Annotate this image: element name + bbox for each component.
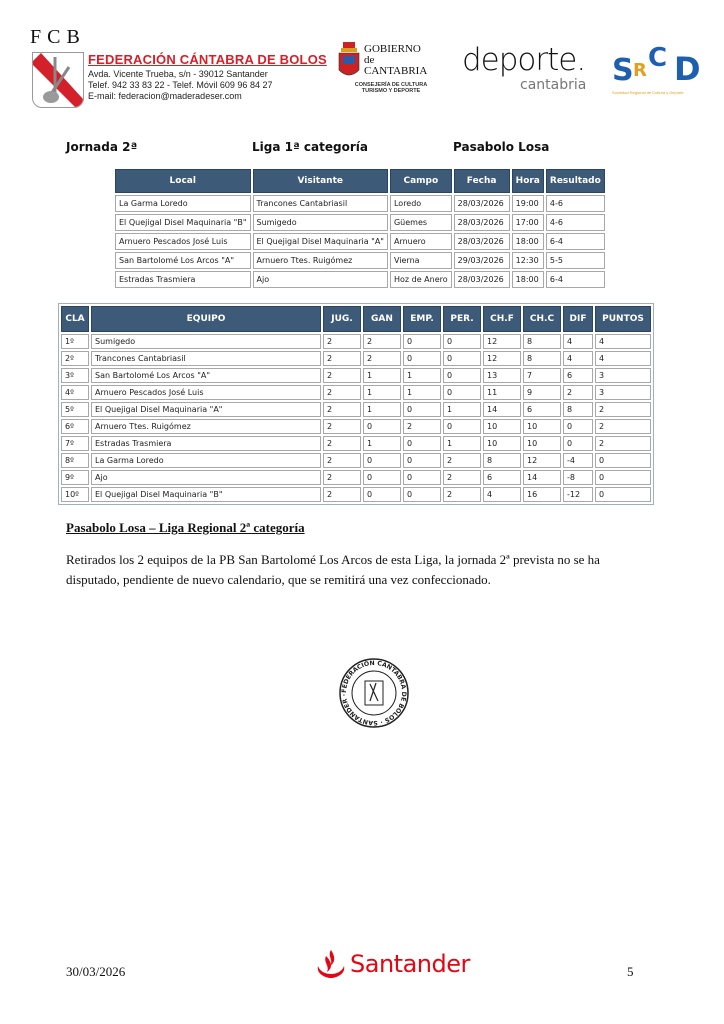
cell-puntos: 0 xyxy=(595,453,651,468)
cell-puntos: 0 xyxy=(595,470,651,485)
cell-chc: 14 xyxy=(523,470,561,485)
cell-emp: 1 xyxy=(403,368,441,383)
standings-row xyxy=(61,334,651,349)
cell-cla: 6º xyxy=(61,419,89,434)
cell-gan: 0 xyxy=(363,453,401,468)
cell-jug: 2 xyxy=(323,368,361,383)
cell-per: 0 xyxy=(443,419,481,434)
cell-hora: 12:30 xyxy=(512,252,544,269)
cell-jug: 2 xyxy=(323,385,361,400)
match-row xyxy=(115,214,605,231)
fcb-shield-icon xyxy=(32,52,84,108)
match-row xyxy=(115,252,605,269)
cell-chf: 12 xyxy=(483,351,521,366)
cell-chf: 4 xyxy=(483,487,521,502)
standings-row xyxy=(61,402,651,417)
cell-dif: 4 xyxy=(563,351,593,366)
cell-per: 2 xyxy=(443,470,481,485)
cell-chc: 8 xyxy=(523,334,561,349)
consejeria-line2: TURISMO Y DEPORTE xyxy=(361,88,421,94)
cell-hora: 18:00 xyxy=(512,271,544,288)
cell-cla: 8º xyxy=(61,453,89,468)
cell-puntos: 0 xyxy=(595,487,651,502)
cell-gan: 2 xyxy=(363,334,401,349)
federation-email: E-mail: federacion@maderadeser.com xyxy=(88,91,242,101)
federation-phone: Telef. 942 33 83 22 - Telef. Móvil 609 96 84 27 xyxy=(88,80,273,90)
cell-chc: 12 xyxy=(523,453,561,468)
cell-cla: 3º xyxy=(61,368,89,383)
cell-local: La Garma Loredo xyxy=(115,195,251,212)
cell-chf: 11 xyxy=(483,385,521,400)
cell-per: 0 xyxy=(443,368,481,383)
cell-chc: 9 xyxy=(523,385,561,400)
cell-visitante: Sumigedo xyxy=(253,214,388,231)
cell-chf: 14 xyxy=(483,402,521,417)
cell-gan: 0 xyxy=(363,419,401,434)
cell-visitante: Ajo xyxy=(253,271,388,288)
cell-jug: 2 xyxy=(323,470,361,485)
cell-dif: -12 xyxy=(563,487,593,502)
standings-row xyxy=(61,419,651,434)
cell-emp: 0 xyxy=(403,453,441,468)
col-local: Local xyxy=(115,169,251,193)
col-cla: CLA xyxy=(61,306,89,332)
jornada-label: Jornada 2ª xyxy=(66,140,138,154)
cell-visitante: Arnuero Ttes. Ruigómez xyxy=(253,252,388,269)
footer-date: 30/03/2026 xyxy=(66,964,126,979)
cantabria-shield-icon xyxy=(338,42,360,80)
cell-hora: 17:00 xyxy=(512,214,544,231)
cell-visitante: El Quejigal Disel Maquinaria "A" xyxy=(253,233,388,250)
cell-emp: 0 xyxy=(403,487,441,502)
cell-local: San Bartolomé Los Arcos "A" xyxy=(115,252,251,269)
match-row xyxy=(115,271,605,288)
cell-gan: 0 xyxy=(363,470,401,485)
standings-header-row xyxy=(61,306,651,332)
cell-dif: 0 xyxy=(563,419,593,434)
fcb-letters: FCB xyxy=(30,26,86,48)
liga-label: Liga 1ª categoría xyxy=(252,140,368,154)
cell-campo: Arnuero xyxy=(390,233,452,250)
cell-chc: 6 xyxy=(523,402,561,417)
cell-local: El Quejigal Disel Maquinaria "B" xyxy=(115,214,251,231)
cell-chc: 8 xyxy=(523,351,561,366)
cell-cla: 1º xyxy=(61,334,89,349)
cell-per: 0 xyxy=(443,385,481,400)
cell-equipo: La Garma Loredo xyxy=(91,453,321,468)
cell-hora: 19:00 xyxy=(512,195,544,212)
cell-cla: 5º xyxy=(61,402,89,417)
svg-text:C: C xyxy=(648,43,668,73)
cell-campo: Güemes xyxy=(390,214,452,231)
cell-jug: 2 xyxy=(323,419,361,434)
cell-fecha: 29/03/2026 xyxy=(454,252,510,269)
cell-chf: 12 xyxy=(483,334,521,349)
cell-hora: 18:00 xyxy=(512,233,544,250)
cell-jug: 2 xyxy=(323,334,361,349)
cell-equipo: Arnuero Ttes. Ruigómez xyxy=(91,419,321,434)
cell-campo: Loredo xyxy=(390,195,452,212)
cell-gan: 2 xyxy=(363,351,401,366)
cell-visitante: Trancones Cantabriasil xyxy=(253,195,388,212)
col-gan: GAN xyxy=(363,306,401,332)
cell-campo: Vierna xyxy=(390,252,452,269)
cell-jug: 2 xyxy=(323,436,361,451)
cell-cla: 10º xyxy=(61,487,89,502)
cell-resultado: 5-5 xyxy=(546,252,605,269)
deporte-cantabria-sub: cantabria xyxy=(520,77,587,93)
federation-address: Avda. Vicente Trueba, s/n - 39012 Santander xyxy=(88,69,268,79)
cell-per: 1 xyxy=(443,402,481,417)
cell-emp: 1 xyxy=(403,385,441,400)
gobierno-line1: GOBIERNO xyxy=(364,43,421,55)
gobierno-cantabria-logo xyxy=(338,42,444,98)
santander-text: Santander xyxy=(350,950,470,978)
cell-equipo: Arnuero Pescados José Luis xyxy=(91,385,321,400)
section-title: Pasabolo Losa – Liga Regional 2ª categoría xyxy=(66,520,305,535)
cell-emp: 2 xyxy=(403,419,441,434)
srcd-caption: Sociedad Regional de Cultura y Deporte xyxy=(612,90,684,95)
federation-name: FEDERACIÓN CÁNTABRA DE BOLOS xyxy=(88,52,327,67)
cell-resultado: 4-6 xyxy=(546,214,605,231)
standings-row xyxy=(61,351,651,366)
cell-fecha: 28/03/2026 xyxy=(454,214,510,231)
cell-chc: 7 xyxy=(523,368,561,383)
stamp-ring-text: FEDERACIÓN CÁNTABRA DE BOLOS · SANTANDER · xyxy=(340,659,408,727)
cell-emp: 0 xyxy=(403,402,441,417)
standings-row xyxy=(61,385,651,400)
cell-chf: 10 xyxy=(483,419,521,434)
cell-dif: 6 xyxy=(563,368,593,383)
cell-per: 1 xyxy=(443,436,481,451)
cell-dif: 8 xyxy=(563,402,593,417)
col-per: PER. xyxy=(443,306,481,332)
cell-puntos: 2 xyxy=(595,419,651,434)
srcd-logo-icon xyxy=(612,42,712,86)
standings-row xyxy=(61,453,651,468)
cell-jug: 2 xyxy=(323,453,361,468)
cell-per: 0 xyxy=(443,351,481,366)
cell-emp: 0 xyxy=(403,351,441,366)
standings-row xyxy=(61,470,651,485)
col-emp: EMP. xyxy=(403,306,441,332)
cell-equipo: El Quejigal Disel Maquinaria "A" xyxy=(91,402,321,417)
cell-chf: 10 xyxy=(483,436,521,451)
cell-cla: 2º xyxy=(61,351,89,366)
cell-dif: -8 xyxy=(563,470,593,485)
cell-campo: Hoz de Anero xyxy=(390,271,452,288)
cell-resultado: 6-4 xyxy=(546,233,605,250)
standings-row xyxy=(61,368,651,383)
cell-chc: 10 xyxy=(523,436,561,451)
cell-cla: 7º xyxy=(61,436,89,451)
deporte-cantabria-logo: deporte. xyxy=(462,42,586,78)
cell-puntos: 4 xyxy=(595,334,651,349)
cell-jug: 2 xyxy=(323,402,361,417)
cell-per: 0 xyxy=(443,334,481,349)
match-row xyxy=(115,233,605,250)
col-hora: Hora xyxy=(512,169,544,193)
cell-chf: 6 xyxy=(483,470,521,485)
cell-emp: 0 xyxy=(403,470,441,485)
page-number: 5 xyxy=(627,964,634,979)
cell-gan: 1 xyxy=(363,368,401,383)
cell-dif: 0 xyxy=(563,436,593,451)
col-puntos: PUNTOS xyxy=(595,306,651,332)
match-row xyxy=(115,195,605,212)
cell-fecha: 28/03/2026 xyxy=(454,195,510,212)
federation-stamp-icon xyxy=(338,657,410,729)
cell-equipo: Estradas Trasmiera xyxy=(91,436,321,451)
cell-gan: 1 xyxy=(363,402,401,417)
cell-chf: 8 xyxy=(483,453,521,468)
col-jug: JUG. xyxy=(323,306,361,332)
santander-flame-icon xyxy=(316,948,346,980)
cell-dif: 2 xyxy=(563,385,593,400)
cell-per: 2 xyxy=(443,453,481,468)
cell-dif: 4 xyxy=(563,334,593,349)
col-fecha: Fecha xyxy=(454,169,510,193)
cell-resultado: 6-4 xyxy=(546,271,605,288)
cell-equipo: Sumigedo xyxy=(91,334,321,349)
cell-resultado: 4-6 xyxy=(546,195,605,212)
col-resultado: Resultado xyxy=(546,169,605,193)
cell-dif: -4 xyxy=(563,453,593,468)
cell-chc: 10 xyxy=(523,419,561,434)
cell-puntos: 2 xyxy=(595,402,651,417)
cell-equipo: San Bartolomé Los Arcos "A" xyxy=(91,368,321,383)
cell-equipo: Trancones Cantabriasil xyxy=(91,351,321,366)
gobierno-line2: de xyxy=(364,54,375,66)
standings-row xyxy=(61,436,651,451)
col-dif: DIF xyxy=(563,306,593,332)
matches-header-row xyxy=(115,169,605,193)
cell-gan: 1 xyxy=(363,385,401,400)
cell-equipo: El Quejigal Disel Maquinaria "B" xyxy=(91,487,321,502)
cell-cla: 4º xyxy=(61,385,89,400)
cell-puntos: 3 xyxy=(595,368,651,383)
cell-per: 2 xyxy=(443,487,481,502)
modalidad-label: Pasabolo Losa xyxy=(453,140,550,154)
col-visitante: Visitante xyxy=(253,169,388,193)
cell-puntos: 3 xyxy=(595,385,651,400)
cell-jug: 2 xyxy=(323,351,361,366)
cell-local: Estradas Trasmiera xyxy=(115,271,251,288)
col-campo: Campo xyxy=(390,169,452,193)
consejeria-line1: CONSEJERÍA DE CULTURA xyxy=(354,82,428,88)
svg-text:S: S xyxy=(612,53,634,86)
cell-fecha: 28/03/2026 xyxy=(454,271,510,288)
cell-cla: 9º xyxy=(61,470,89,485)
cell-chc: 16 xyxy=(523,487,561,502)
cell-chf: 13 xyxy=(483,368,521,383)
federation-contact xyxy=(88,69,272,102)
cell-fecha: 28/03/2026 xyxy=(454,233,510,250)
matches-table xyxy=(113,167,607,290)
cell-emp: 0 xyxy=(403,436,441,451)
standings-table xyxy=(58,303,654,505)
col-equipo: EQUIPO xyxy=(91,306,321,332)
svg-text:D: D xyxy=(674,50,701,86)
cell-emp: 0 xyxy=(403,334,441,349)
cell-gan: 1 xyxy=(363,436,401,451)
cell-local: Arnuero Pescados José Luis xyxy=(115,233,251,250)
cell-gan: 0 xyxy=(363,487,401,502)
consejeria-text xyxy=(341,82,441,94)
col-chc: CH.C xyxy=(523,306,561,332)
cell-jug: 2 xyxy=(323,487,361,502)
cell-puntos: 2 xyxy=(595,436,651,451)
section-body: Retirados los 2 equipos de la PB San Bartolomé Los Arcos de esta Liga, la jornada 2ª prevista no se ha disputado, pendiente de nuevo calendario, que se remitirá una vez confeccionado. xyxy=(66,552,600,587)
standings-row xyxy=(61,487,651,502)
col-chf: CH.F xyxy=(483,306,521,332)
cell-puntos: 4 xyxy=(595,351,651,366)
cell-equipo: Ajo xyxy=(91,470,321,485)
gobierno-line3: CANTABRIA xyxy=(364,65,428,77)
gobierno-text xyxy=(364,44,427,77)
svg-text:R: R xyxy=(633,60,647,81)
